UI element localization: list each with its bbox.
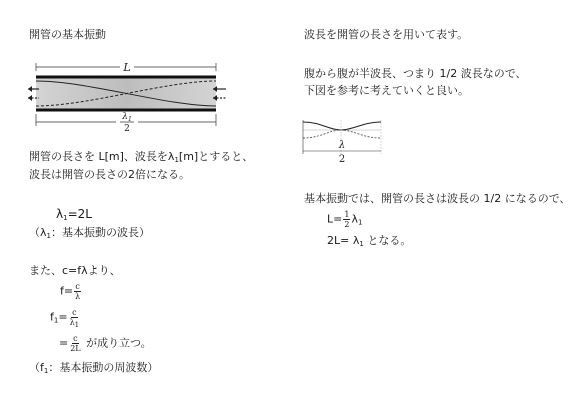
equation-f: f= $\frac{c}{\lambda}$ [60,282,81,301]
equation-f1: $f_1=$ $\frac{c}{\lambda_1}$ [50,308,80,329]
note-f1: （$f_1$：基本振動の周波数） [29,361,159,375]
figure-lambda: λ [338,140,346,151]
pipe-length-text: 開管の長さを L[m]、波長を$\lambda_1[m]$とすると、 [29,150,254,164]
right-reference-text: 下図を参考に考えていくと良い。 [304,84,469,97]
right-intro: 波長を開管の長さを用いて表す。 [304,28,469,41]
left-title: 開管の基本振動 [29,28,106,41]
note-lambda1: （$\lambda_1$：基本振動の波長） [29,226,150,240]
equation-2L: $2L= \lambda_1$ となる。 [327,234,412,248]
equation-lambda1: $\lambda_1=2L$ [56,207,92,222]
half-lambda-den: 2 [124,124,130,134]
equation-L: L= $\frac{1}{2}$ $\lambda_1$ [327,210,363,229]
half-wave-diagram [301,118,386,168]
figure-den: 2 [338,154,346,165]
equation-f1-result: = $\frac{c}{2L}$ が成り立つ。 [59,334,152,353]
half-wave-solid [303,122,381,130]
right-half-wave-text: 腹から腹が半波長、つまり 1/2 波長なので、 [304,67,527,80]
open-pipe-diagram [28,60,238,135]
length-label: L [123,61,131,74]
wavelength-statement: 波長は開管の長さの2倍になる。 [29,168,190,181]
half-wave-dashed [303,130,381,138]
right-fundamental-text: 基本振動では、開管の長さは波長の 1/2 になるので、 [304,192,571,205]
also-text: また、c=fλより、 [29,264,121,277]
half-lambda-num: $\lambda_1$ [122,112,132,123]
